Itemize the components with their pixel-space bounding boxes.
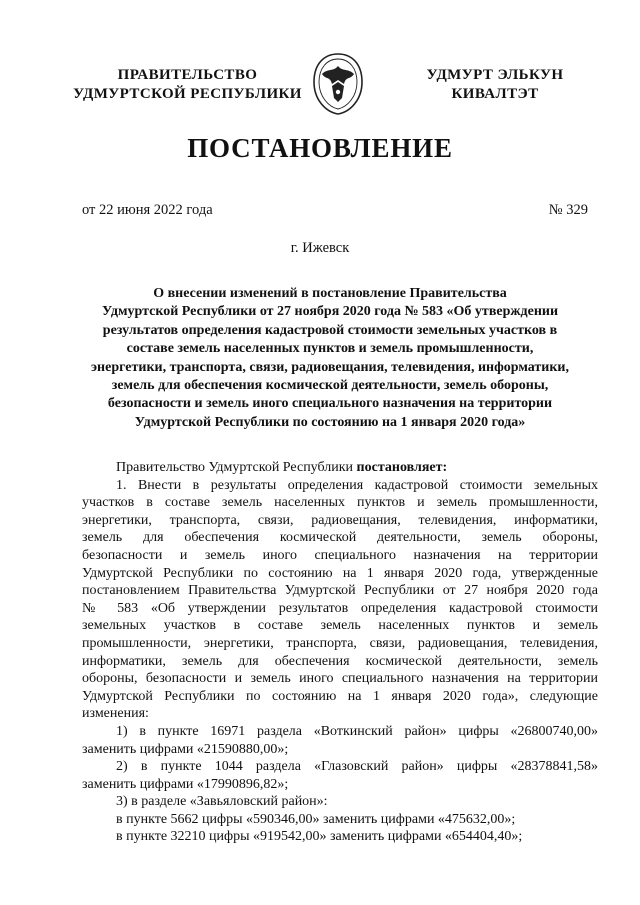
para1-line: Удмуртской Республики по состоянию на 1 января 2020 года», следующие [82, 688, 598, 704]
subject-line: О внесении изменений в постановление Правительства [153, 286, 507, 301]
intro-verb: постановляет: [356, 460, 448, 475]
coat-of-arms-icon [312, 52, 364, 116]
subject-line: результатов определения кадастровой стоимости земельных участков в [102, 322, 558, 338]
header-right-line1: УДМУРТ ЭЛЬКУН [426, 67, 564, 83]
item2-line: 2) в пункте 1044 раздела «Глазовский район» цифры «28378841,58» [116, 759, 598, 775]
para1-line: участков в составе земель населенных пунктов и земель промышленности, [82, 495, 598, 511]
para1-line: обороны, безопасности и земель иного специального назначения на территории [82, 671, 598, 687]
header-left-line2: УДМУРТСКОЙ РЕСПУБЛИКИ [73, 86, 302, 102]
item3-line: 3) в разделе «Завьяловский район»: [116, 794, 328, 810]
subject-line: составе земель населенных пунктов и земель промышленности, [126, 341, 534, 357]
subject-line: безопасности и земель иного специального назначения на территории [107, 396, 553, 412]
para1-line: информатики, земель для обеспечения космической деятельности, земель [82, 653, 598, 669]
item1-line: 1) в пункте 16971 раздела «Воткинский район» цифры «26800740,00» [116, 723, 598, 739]
para1-line: безопасности и земель иного специального назначения на территории [82, 547, 598, 563]
para1-line: № 583 «Об утверждении результатов определения кадастровой стоимости [82, 600, 598, 616]
document-subject [60, 285, 600, 432]
intro-paragraph [82, 459, 598, 477]
document-body [82, 459, 598, 846]
item1-line: заменить цифрами «21590880,00»; [82, 741, 289, 757]
item3-line: в пункте 32210 цифры «919542,00» заменить цифрами «654404,40»; [116, 829, 523, 845]
para1-line: Удмуртской Республики по состоянию на 1 января 2020 года, утвержденные [82, 565, 598, 581]
subject-line: Удмуртской Республики по состоянию на 1 января 2020 года» [134, 414, 526, 430]
subject-line: Удмуртской Республики от 27 ноября 2020 года № 583 «Об утверждении [101, 304, 559, 320]
header-right [400, 66, 590, 104]
subject-line: земель для обеспечения космической деятельности, земель обороны, [111, 378, 549, 394]
header-right-line2: КИВАЛТЭТ [451, 86, 539, 102]
subject-line: энергетики, транспорта, связи, радиовещания, телевидения, информатики, [91, 359, 569, 375]
document-number: № 329 [548, 202, 588, 218]
document-header [0, 66, 640, 126]
item3-line: в пункте 5662 цифры «590346,00» заменить цифрами «475632,00»; [116, 811, 516, 827]
para1-line: 1. Внести в результаты определения кадастровой стоимости земельных [116, 477, 598, 493]
para1-line: изменения: [82, 706, 149, 722]
item2-line: заменить цифрами «17990896,82»; [82, 776, 289, 792]
intro-text: Правительство Удмуртской Республики [116, 460, 357, 475]
header-left [70, 66, 305, 104]
header-left-line1: ПРАВИТЕЛЬСТВО [117, 67, 258, 83]
document-date: от 22 июня 2022 года [82, 202, 213, 218]
document-title: ПОСТАНОВЛЕНИЕ [187, 133, 453, 163]
para1-line: земель для обеспечения космической деятельности, земель обороны, [82, 530, 598, 546]
para1-line: земельных участков в составе земель населенных пунктов и земель [82, 618, 598, 634]
para1-line: энергетики, транспорта, связи, радиовещания, телевидения, информатики, [82, 512, 598, 528]
para1-line: постановлением Правительства Удмуртской Республики от 27 ноября 2020 года [82, 583, 598, 599]
document-city: г. Ижевск [290, 240, 350, 256]
para1-line: промышленности, энергетики, транспорта, связи, радиовещания, телевидения, [82, 635, 598, 651]
